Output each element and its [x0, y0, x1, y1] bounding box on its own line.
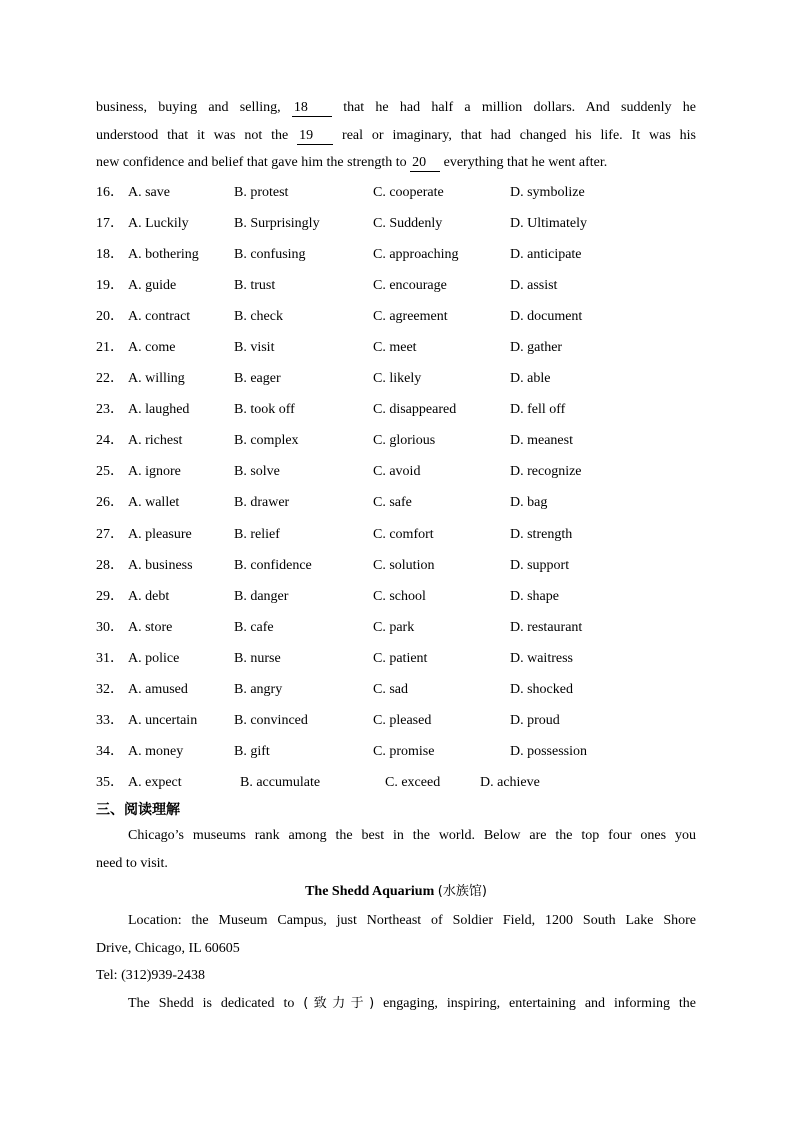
option-a: A. guide [128, 277, 177, 293]
passage-text: everything that he went after. [443, 155, 608, 170]
location-line: Drive, Chicago, IL 60605 [96, 940, 240, 956]
question-row [96, 612, 696, 643]
question-number: 33． [96, 713, 124, 729]
option-d: D. meanest [510, 433, 573, 449]
option-b: B. eager [234, 371, 281, 387]
option-c: C. disappeared [373, 402, 457, 418]
question-number: 19． [96, 277, 124, 293]
question-row [96, 301, 696, 332]
option-b: B. angry [234, 682, 283, 697]
question-row [96, 674, 696, 705]
question-row [96, 550, 696, 581]
option-d: D. symbolize [510, 184, 585, 200]
reading-intro-line: Chicago’s museums rank among the best in the world. Below are the top four ones you [128, 828, 696, 844]
passage-text: new confidence and belief that gave him the strength to [96, 155, 407, 170]
blank-number: 20 [410, 155, 440, 172]
question-row [96, 394, 696, 425]
telephone-line: Tel: (312)939-2438 [96, 968, 206, 984]
option-a: A. amused [128, 682, 188, 697]
option-a: A. debt [128, 588, 170, 604]
option-d: D. proud [510, 713, 560, 729]
option-c: C. promise [373, 744, 435, 760]
option-b: B. danger [234, 588, 289, 604]
option-c: C. exceed [385, 775, 441, 791]
question-row [96, 705, 696, 736]
question-row [96, 332, 696, 363]
option-a: A. pleasure [128, 526, 192, 542]
option-c: C. likely [373, 371, 422, 387]
option-b: B. nurse [234, 650, 281, 666]
option-b: B. accumulate [240, 775, 321, 791]
question-row [96, 643, 696, 674]
option-c: C. sad [373, 682, 408, 697]
option-d: D. achieve [480, 775, 540, 791]
option-d: D. strength [510, 526, 573, 542]
option-d: D. shape [510, 588, 559, 604]
option-c: C. park [373, 619, 415, 635]
question-number: 30． [96, 619, 124, 635]
option-b: B. cafe [234, 619, 274, 635]
option-c: C. school [373, 588, 426, 604]
question-number: 34． [96, 744, 124, 760]
option-a: A. police [128, 650, 180, 666]
option-d: D. document [510, 308, 583, 324]
question-number: 35． [96, 775, 124, 791]
description-text: engaging, inspiring, entertaining and informing the [383, 995, 696, 1011]
option-c: C. cooperate [373, 184, 444, 200]
question-number: 26． [96, 495, 124, 511]
question-number: 28． [96, 557, 124, 573]
option-b: B. solve [234, 464, 280, 480]
question-number: 24． [96, 433, 124, 449]
option-d: D. possession [510, 744, 588, 760]
option-b: B. convinced [234, 713, 308, 729]
option-c: C. Suddenly [373, 215, 443, 231]
option-b: B. visit [234, 339, 275, 355]
passage-line [96, 149, 696, 177]
question-row [96, 767, 696, 798]
option-c: C. patient [373, 650, 428, 666]
option-c: C. encourage [373, 277, 447, 293]
question-number: 29． [96, 588, 124, 604]
question-number: 17． [96, 215, 124, 231]
description-gloss: (致力于) [303, 995, 375, 1011]
option-a: A. Luckily [128, 215, 189, 231]
question-row [96, 239, 696, 270]
question-list [96, 177, 696, 799]
option-b: B. protest [234, 184, 289, 200]
option-c: C. approaching [373, 246, 459, 262]
option-d: D. able [510, 371, 551, 387]
question-row [96, 581, 696, 612]
blank-number: 18 [292, 100, 332, 117]
option-c: C. pleased [373, 713, 432, 729]
article-title [96, 877, 696, 907]
passage-line [96, 94, 696, 122]
option-b: B. trust [234, 277, 276, 293]
question-row [96, 270, 696, 301]
description-text: The Shedd is dedicated to [128, 995, 295, 1011]
option-c: C. comfort [373, 526, 434, 542]
passage-text: business, buying and selling, [96, 100, 281, 115]
option-a: A. money [128, 744, 184, 760]
option-d: D. waitress [510, 650, 573, 666]
option-a: A. uncertain [128, 713, 198, 729]
option-b: B. confusing [234, 246, 306, 262]
question-number: 16． [96, 184, 124, 200]
option-b: B. drawer [234, 495, 290, 511]
option-d: D. bag [510, 495, 548, 511]
option-d: D. Ultimately [510, 215, 587, 231]
document-page [96, 94, 696, 1017]
option-a: A. save [128, 184, 170, 200]
option-a: A. richest [128, 433, 183, 449]
question-number: 22． [96, 371, 124, 387]
option-d: D. fell off [510, 402, 566, 418]
option-a: A. store [128, 619, 173, 635]
option-c: C. safe [373, 495, 412, 511]
option-b: B. check [234, 308, 283, 324]
reading-intro-line: need to visit. [96, 855, 168, 871]
option-b: B. gift [234, 744, 270, 760]
passage-text: that he had half a million dollars. And suddenly he [343, 100, 696, 115]
blank-number: 19 [297, 128, 333, 145]
question-row [96, 736, 696, 767]
option-b: B. Surprisingly [234, 215, 320, 231]
question-number: 32． [96, 682, 124, 697]
option-b: B. confidence [234, 557, 312, 573]
question-number: 23． [96, 402, 124, 418]
question-row [96, 456, 696, 487]
question-number: 18． [96, 246, 124, 262]
option-b: B. complex [234, 433, 299, 449]
option-a: A. contract [128, 308, 191, 324]
question-row [96, 363, 696, 394]
option-a: A. come [128, 339, 176, 355]
option-d: D. assist [510, 277, 558, 293]
option-d: D. restaurant [510, 619, 583, 635]
question-row [96, 519, 696, 550]
option-b: B. relief [234, 526, 280, 542]
option-a: A. bothering [128, 246, 199, 262]
option-a: A. laughed [128, 402, 190, 418]
option-a: A. ignore [128, 464, 181, 480]
passage-text: real or imaginary, that had changed his life. It was his [342, 127, 696, 143]
question-number: 31． [96, 650, 124, 666]
question-row [96, 425, 696, 456]
passage-line [96, 122, 696, 150]
option-a: A. expect [128, 775, 182, 791]
option-b: B. took off [234, 402, 295, 418]
option-d: D. recognize [510, 464, 582, 480]
question-row [96, 177, 696, 208]
passage-text: understood that it was not the [96, 127, 289, 143]
question-number: 21． [96, 339, 124, 355]
article-title-en: The Shedd Aquarium [305, 884, 435, 900]
option-a: A. wallet [128, 495, 180, 511]
description-line [96, 990, 696, 1018]
option-c: C. meet [373, 339, 417, 355]
question-number: 20． [96, 308, 124, 324]
question-number: 25． [96, 464, 124, 480]
option-d: D. shocked [510, 682, 573, 697]
question-row [96, 208, 696, 239]
question-row [96, 487, 696, 518]
option-d: D. anticipate [510, 246, 582, 262]
option-c: C. solution [373, 557, 435, 573]
section-heading: 三、阅读理解 [96, 802, 180, 819]
location-line: Location: the Museum Campus, just Northeast of Soldier Field, 1200 South Lake Shore [128, 913, 696, 929]
question-number: 27． [96, 526, 124, 542]
option-d: D. gather [510, 339, 563, 355]
option-c: C. avoid [373, 464, 421, 480]
option-d: D. support [510, 557, 570, 573]
option-c: C. glorious [373, 433, 436, 449]
option-c: C. agreement [373, 308, 448, 324]
article-title-cn: (水族馆) [437, 884, 487, 900]
option-a: A. willing [128, 371, 185, 387]
option-a: A. business [128, 557, 193, 573]
